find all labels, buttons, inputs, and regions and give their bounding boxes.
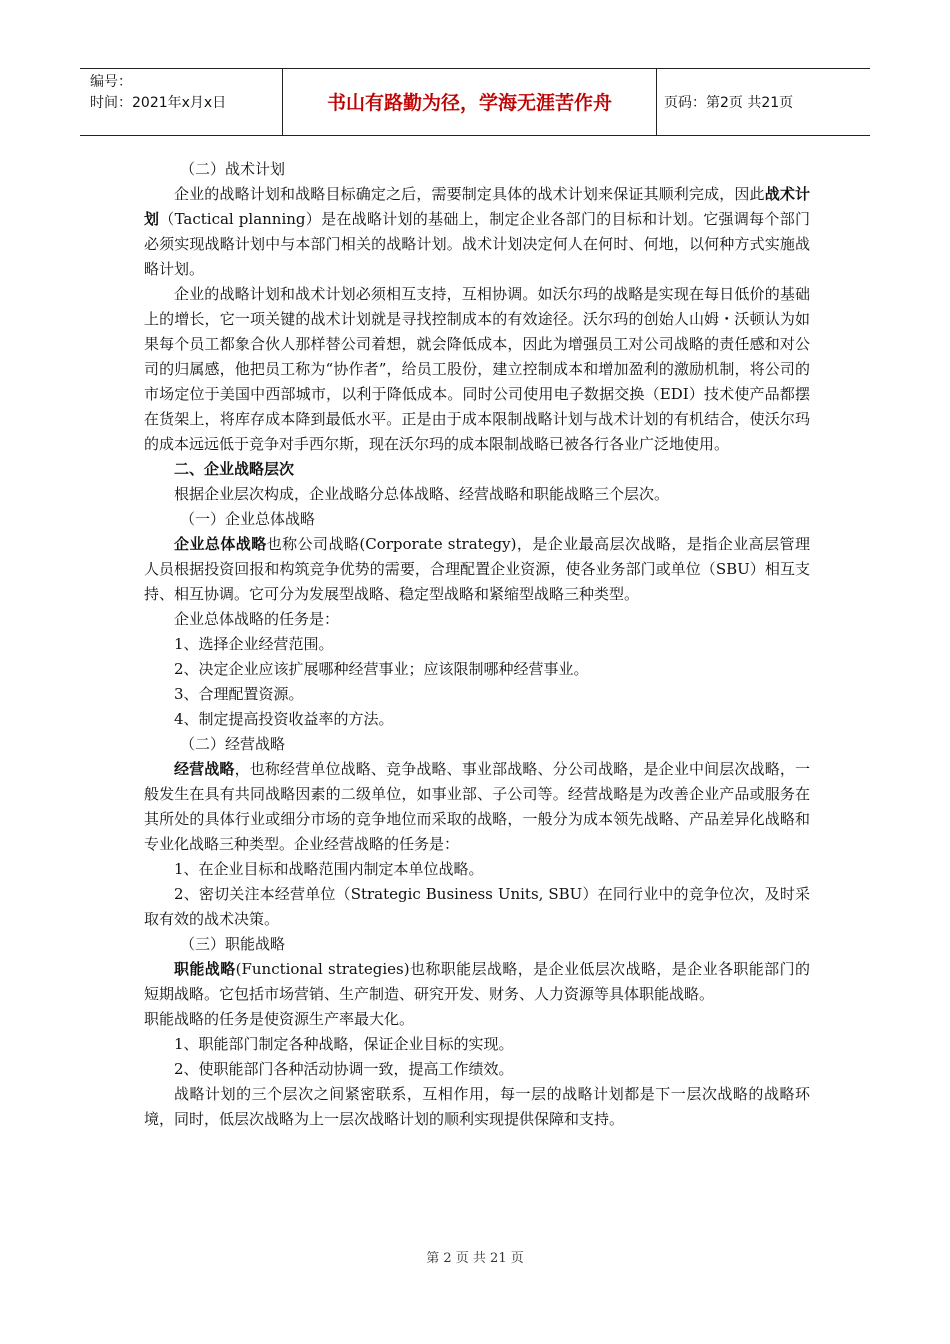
list-item: 1、在企业目标和战略范围内制定本单位战略。 [174,860,484,878]
section-heading: （一）企业总体战略 [180,510,316,528]
list-item: 4、制定提高投资收益率的方法。 [174,710,394,728]
paragraph: 经营战略，也称经营单位战略、竞争战略、事业部战略、分公司战略，是企业中间层次战略，一般发生在具有共同战略因素的二级单位，如事业部、子公司等。经营战略是为改善企业产品或服务在其所处的具体行业或细分市场的竞争地位而采取的战略，一般分为成本领先战略、产品差异化战略和专业化战略三种类型。企业经营战略的任务是： [144,760,810,853]
header-page-info: 页码：第2页 共21页 [664,95,794,111]
bold-term: 战术计划 [144,185,810,228]
header-divider-right [656,68,657,136]
paragraph: 职能战略(Functional strategies)也称职能层战略，是企业低层次战略，是企业各职能部门的短期战略。它包括市场营销、生产制造、研究开发、财务、人力资源等具体职能战略。 [144,960,810,1003]
bold-term: 经营战略 [174,760,235,778]
section-heading-bold: 二、企业战略层次 [174,460,295,478]
header-motto: 书山有路勤为径，学海无涯苦作舟 [326,92,612,114]
bold-term: 企业总体战略 [174,535,267,553]
list-item: 1、职能部门制定各种战略，保证企业目标的实现。 [174,1035,514,1053]
footer-page-number: 第 2 页 共 21 页 [426,1251,524,1266]
document-body [144,157,810,1132]
paragraph: 战略计划的三个层次之间紧密联系，互相作用，每一层的战略计划都是下一层次战略的战略环境，同时，低层次战略为上一层次战略计划的顺利实现提供保障和支持。 [144,1085,810,1128]
list-item: 2、决定企业应该扩展哪种经营事业；应该限制哪种经营事业。 [174,660,589,678]
list-item: 2、密切关注本经营单位（Strategic Business Units, SBU）在同行业中的竞争位次，及时采取有效的战术决策。 [144,885,810,928]
section-heading: （二）经营战略 [180,735,286,753]
header-left-block [90,72,226,114]
header-bottom-rule [80,135,870,136]
header-top-rule [80,68,870,69]
document-number-label: 编号： [90,74,132,90]
paragraph: 企业总体战略的任务是： [174,610,340,628]
paragraph: 企业的战略计划和战略目标确定之后，需要制定具体的战术计划来保证其顺利完成，因此战术计划（Tactical planning）是在战略计划的基础上，制定企业各部门的目标和计划。它强调每个部门必须实现战略计划中与本部门相关的战略计划。战术计划决定何人在何时、何地，以何种方式实施战略计划。 [144,185,810,278]
document-date-label: 时间：2021年x月x日 [90,95,227,111]
paragraph: 企业的战略计划和战术计划必须相互支持，互相协调。如沃尔玛的战略是实现在每日低价的基础上的增长，它一项关键的战术计划就是寻找控制成本的有效途径。沃尔玛的创始人山姆・沃顿认为如果每个员工都象合伙人那样替公司着想，就会降低成本，因此为增强员工对公司战略的责任感和对公司的归属感，他把员工称为“协作者”，给员工股份，建立控制成本和增加盈利的激励机制，将公司的市场定位于美国中西部城市，以利于降低成本。同时公司使用电子数据交换（EDI）技术使产品都摆在货架上，将库存成本降到最低水平。正是由于成本限制战略计划与战术计划的有机结合，使沃尔玛的成本远远低于竞争对手西尔斯，现在沃尔玛的成本限制战略已被各行各业广泛地使用。 [144,285,810,453]
paragraph: 职能战略的任务是使资源生产率最大化。 [144,1010,415,1028]
list-item: 1、选择企业经营范围。 [174,635,334,653]
section-heading: （三）职能战略 [180,935,286,953]
paragraph: 企业总体战略也称公司战略(Corporate strategy)，是企业最高层次战略，是指企业高层管理人员根据投资回报和构筑竞争优势的需要，合理配置企业资源，使各业务部门或单位（SBU）相互支持、相互协调。它可分为发展型战略、稳定型战略和紧缩型战略三种类型。 [144,535,810,603]
list-item: 3、合理配置资源。 [174,685,304,703]
paragraph: 根据企业层次构成，企业战略分总体战略、经营战略和职能战略三个层次。 [174,485,670,503]
section-heading: （二）战术计划 [180,160,286,178]
bold-term: 职能战略 [174,960,236,978]
list-item: 2、使职能部门各种活动协调一致，提高工作绩效。 [174,1060,514,1078]
